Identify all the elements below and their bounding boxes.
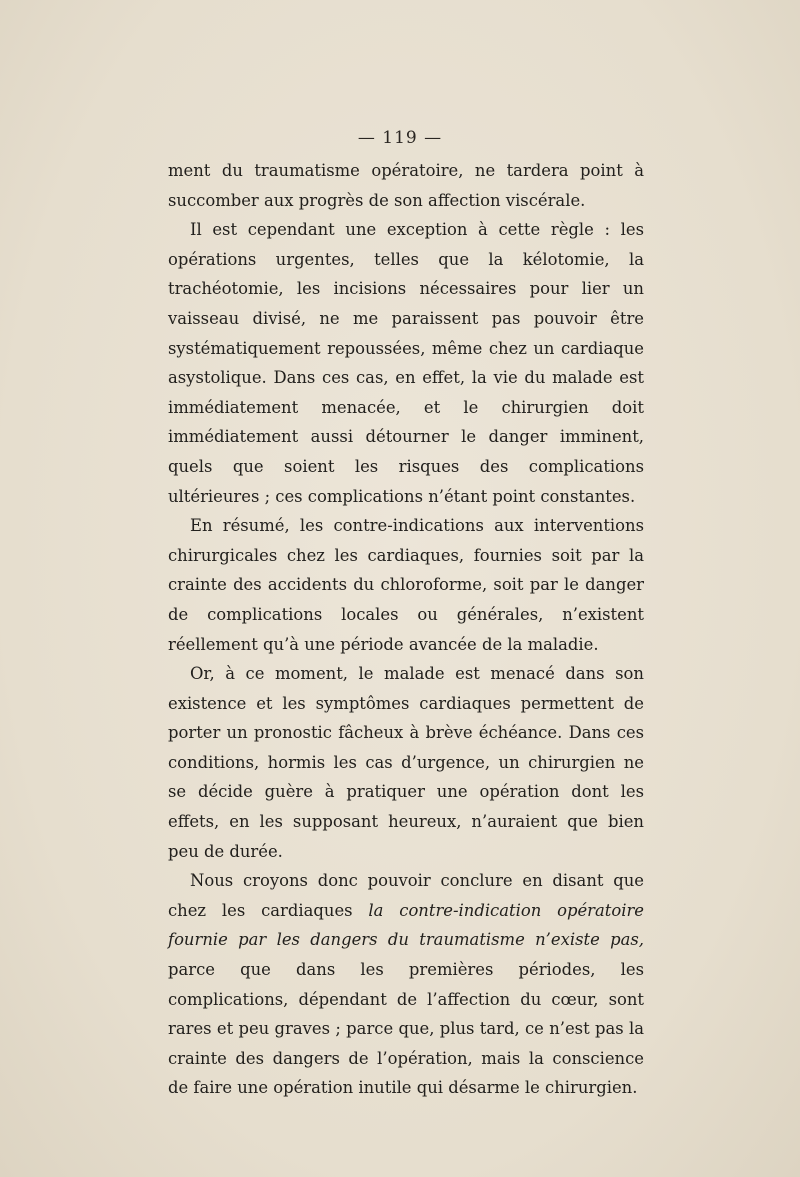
paragraph-5-text-a: Nous croyons donc pouvoir conclure en disant que chez les cardiaques	[168, 871, 644, 920]
paragraph-5	[168, 866, 644, 1103]
paragraph-1	[168, 156, 644, 215]
body-text	[168, 156, 644, 1103]
paragraph-3-text: En résumé, les contre-indications aux interventions chirurgicales chez les cardiaques, fournies soit par la crainte des accidents du chloroforme, soit par le danger de complications locales ou générales, n’existent réellement qu’à une période avancée de la maladie.	[168, 516, 644, 654]
page-number: — 119 —	[357, 128, 443, 148]
paragraph-4-text: Or, à ce moment, le malade est menacé dans son existence et les symptômes cardiaques permettent de porter un pronostic fâcheux à brève échéance. Dans ces conditions, hormis les cas d’urgence, un chirurgien ne se décide guère à pratiquer une opération dont les effets, en les supposant heureux, n’auraient que bien peu de durée.	[168, 664, 644, 861]
paragraph-5-text-b: parce que dans les premières périodes, les complications, dépendant de l’affection du cœur, sont rares et peu graves ; parce que, plus tard, ce n’est pas la crainte des dangers de l’opération, mais la conscience de faire une opération inutile qui désarme le chirurgien.	[168, 960, 644, 1098]
paragraph-1-text: ment du traumatisme opératoire, ne tardera point à succomber aux progrès de son affection viscérale.	[168, 161, 644, 210]
paragraph-3	[168, 511, 644, 659]
paragraph-2-text: Il est cependant une exception à cette règle : les opérations urgentes, telles que la kélotomie, la trachéotomie, les incisions nécessaires pour lier un vaisseau divisé, ne me paraissent pas pouvoir être systématiquement repoussées, même chez un cardiaque asystolique. Dans ces cas, en effet, la vie du malade est immédiatement menacée, et le chirurgien doit immédiatement aussi détourner le danger imminent, quels que soient les risques des complications ultérieures ; ces complications n’étant point constantes.	[168, 220, 644, 506]
paragraph-4	[168, 659, 644, 866]
paragraph-5-italic-phrase: la contre-indication opératoire fournie par les dangers du traumatisme n’existe pas,	[168, 900, 644, 950]
paragraph-2	[168, 215, 644, 511]
